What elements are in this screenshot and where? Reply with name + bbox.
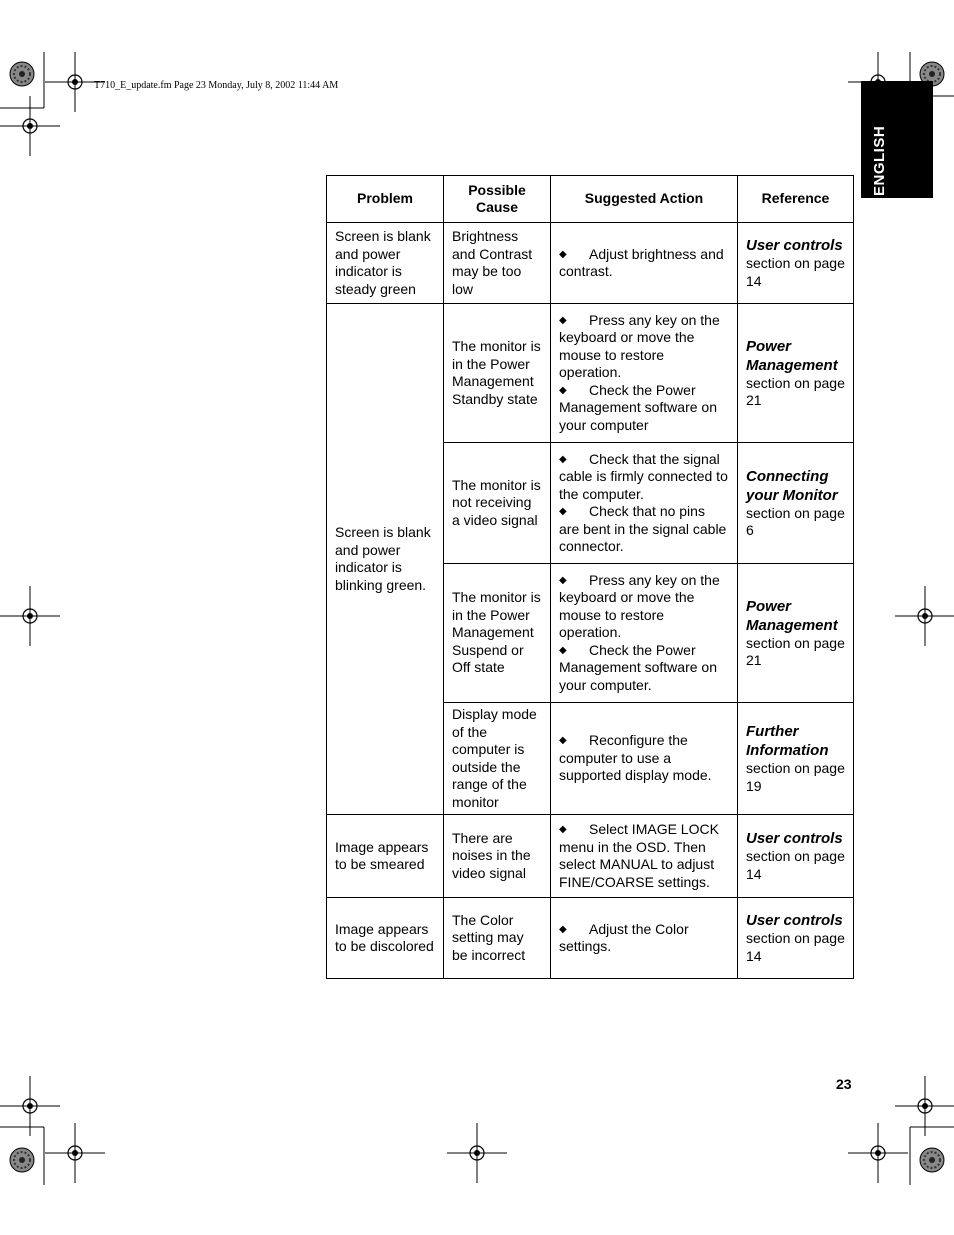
action-cell: ◆ Select IMAGE LOCK menu in the OSD. Then select MANUAL to adjust FINE/COARSE settings. [551,815,738,898]
reference-title: Further Information [746,723,829,759]
table-header-row [327,176,854,223]
bullet-icon: ◆ [559,574,567,586]
problem-cell: Screen is blank and power indicator is blinking green. [327,304,444,815]
reference-title: User controls [746,830,843,847]
reference-cell [738,223,854,304]
reference-subtitle: section on page 14 [746,848,845,882]
cause-cell: Brightness and Contrast may be too low [444,223,551,304]
action-cell: ◆ Press any key on the keyboard or move the mouse to restore operation. ◆ Check the Power Management software on your computer [551,304,738,443]
reference-subtitle: section on page 14 [746,255,845,289]
bullet-icon: ◆ [559,506,567,517]
crosshair-icon [0,96,60,156]
action-cell: ◆ Press any key on the keyboard or move the mouse to restore operation. ◆ Check the Power Management software on your computer. [551,564,738,703]
cause-cell: There are noises in the video signal [444,815,551,898]
action-cell: ◆ Check that the signal cable is firmly connected to the computer. ◆ Check that no pins are bent in the signal cable connector. [551,443,738,564]
problem-cell: Screen is blank and power indicator is steady green [327,223,444,304]
cause-cell: Display mode of the computer is outside the range of the monitor [444,703,551,815]
reference-subtitle: section on page 14 [746,930,845,964]
action-cell: ◆ Adjust the Color settings. [551,898,738,979]
reference-subtitle: section on page 6 [746,504,845,538]
crosshair-icon [895,586,954,646]
table-row [327,815,854,898]
header-possible-cause: Possible Cause [444,176,551,223]
language-tab [861,81,933,198]
reference-cell [738,443,854,564]
cause-cell: The monitor is not receiving a video signal [444,443,551,564]
bullet-icon: ◆ [559,453,567,465]
bullet-icon: ◆ [559,735,567,747]
language-tab-label: ENGLISH [871,125,888,196]
reference-cell [738,815,854,898]
problem-cell: Image appears to be smeared [327,815,444,898]
bullet-icon: ◆ [559,923,567,935]
bullet-icon: ◆ [559,314,567,326]
reference-title: Power Management [746,597,838,634]
reference-cell [738,304,854,443]
crosshair-icon [0,586,60,646]
header-problem: Problem [327,176,444,223]
reference-subtitle: section on page 19 [746,760,845,794]
bullet-icon: ◆ [559,248,567,260]
cause-cell: The monitor is in the Power Management Standby state [444,304,551,443]
table-row [327,223,854,304]
action-cell: ◆ Reconfigure the computer to use a supported display mode. [551,703,738,815]
action-cell: ◆ Adjust brightness and contrast. [551,223,738,304]
reference-title: Power Management [746,337,838,374]
reference-cell [738,564,854,703]
reference-title: User controls [746,912,843,929]
reference-subtitle: section on page 21 [746,374,845,408]
reference-subtitle: section on page 21 [746,634,845,668]
reference-cell [738,703,854,815]
reference-cell [738,898,854,979]
table-row [327,304,854,443]
cause-cell: The Color setting may be incorrect [444,898,551,979]
bullet-icon: ◆ [559,824,567,835]
crosshair-icon [45,1123,105,1183]
crosshair-icon [447,1123,507,1183]
header-suggested-action: Suggested Action [551,176,738,223]
reference-title: User controls [746,237,843,254]
troubleshooting-table [326,175,854,979]
crosshair-icon [848,1123,908,1183]
reference-title: Connecting your Monitor [746,467,838,504]
page-number: 23 [836,1076,852,1092]
bullet-icon: ◆ [559,644,567,656]
table-row [327,898,854,979]
problem-cell: Image appears to be discolored [327,898,444,979]
cause-cell: The monitor is in the Power Management Suspend or Off state [444,564,551,703]
file-header-info: T710_E_update.fm Page 23 Monday, July 8, 2002 11:44 AM [94,80,339,91]
bullet-icon: ◆ [559,384,567,396]
header-reference: Reference [738,176,854,223]
